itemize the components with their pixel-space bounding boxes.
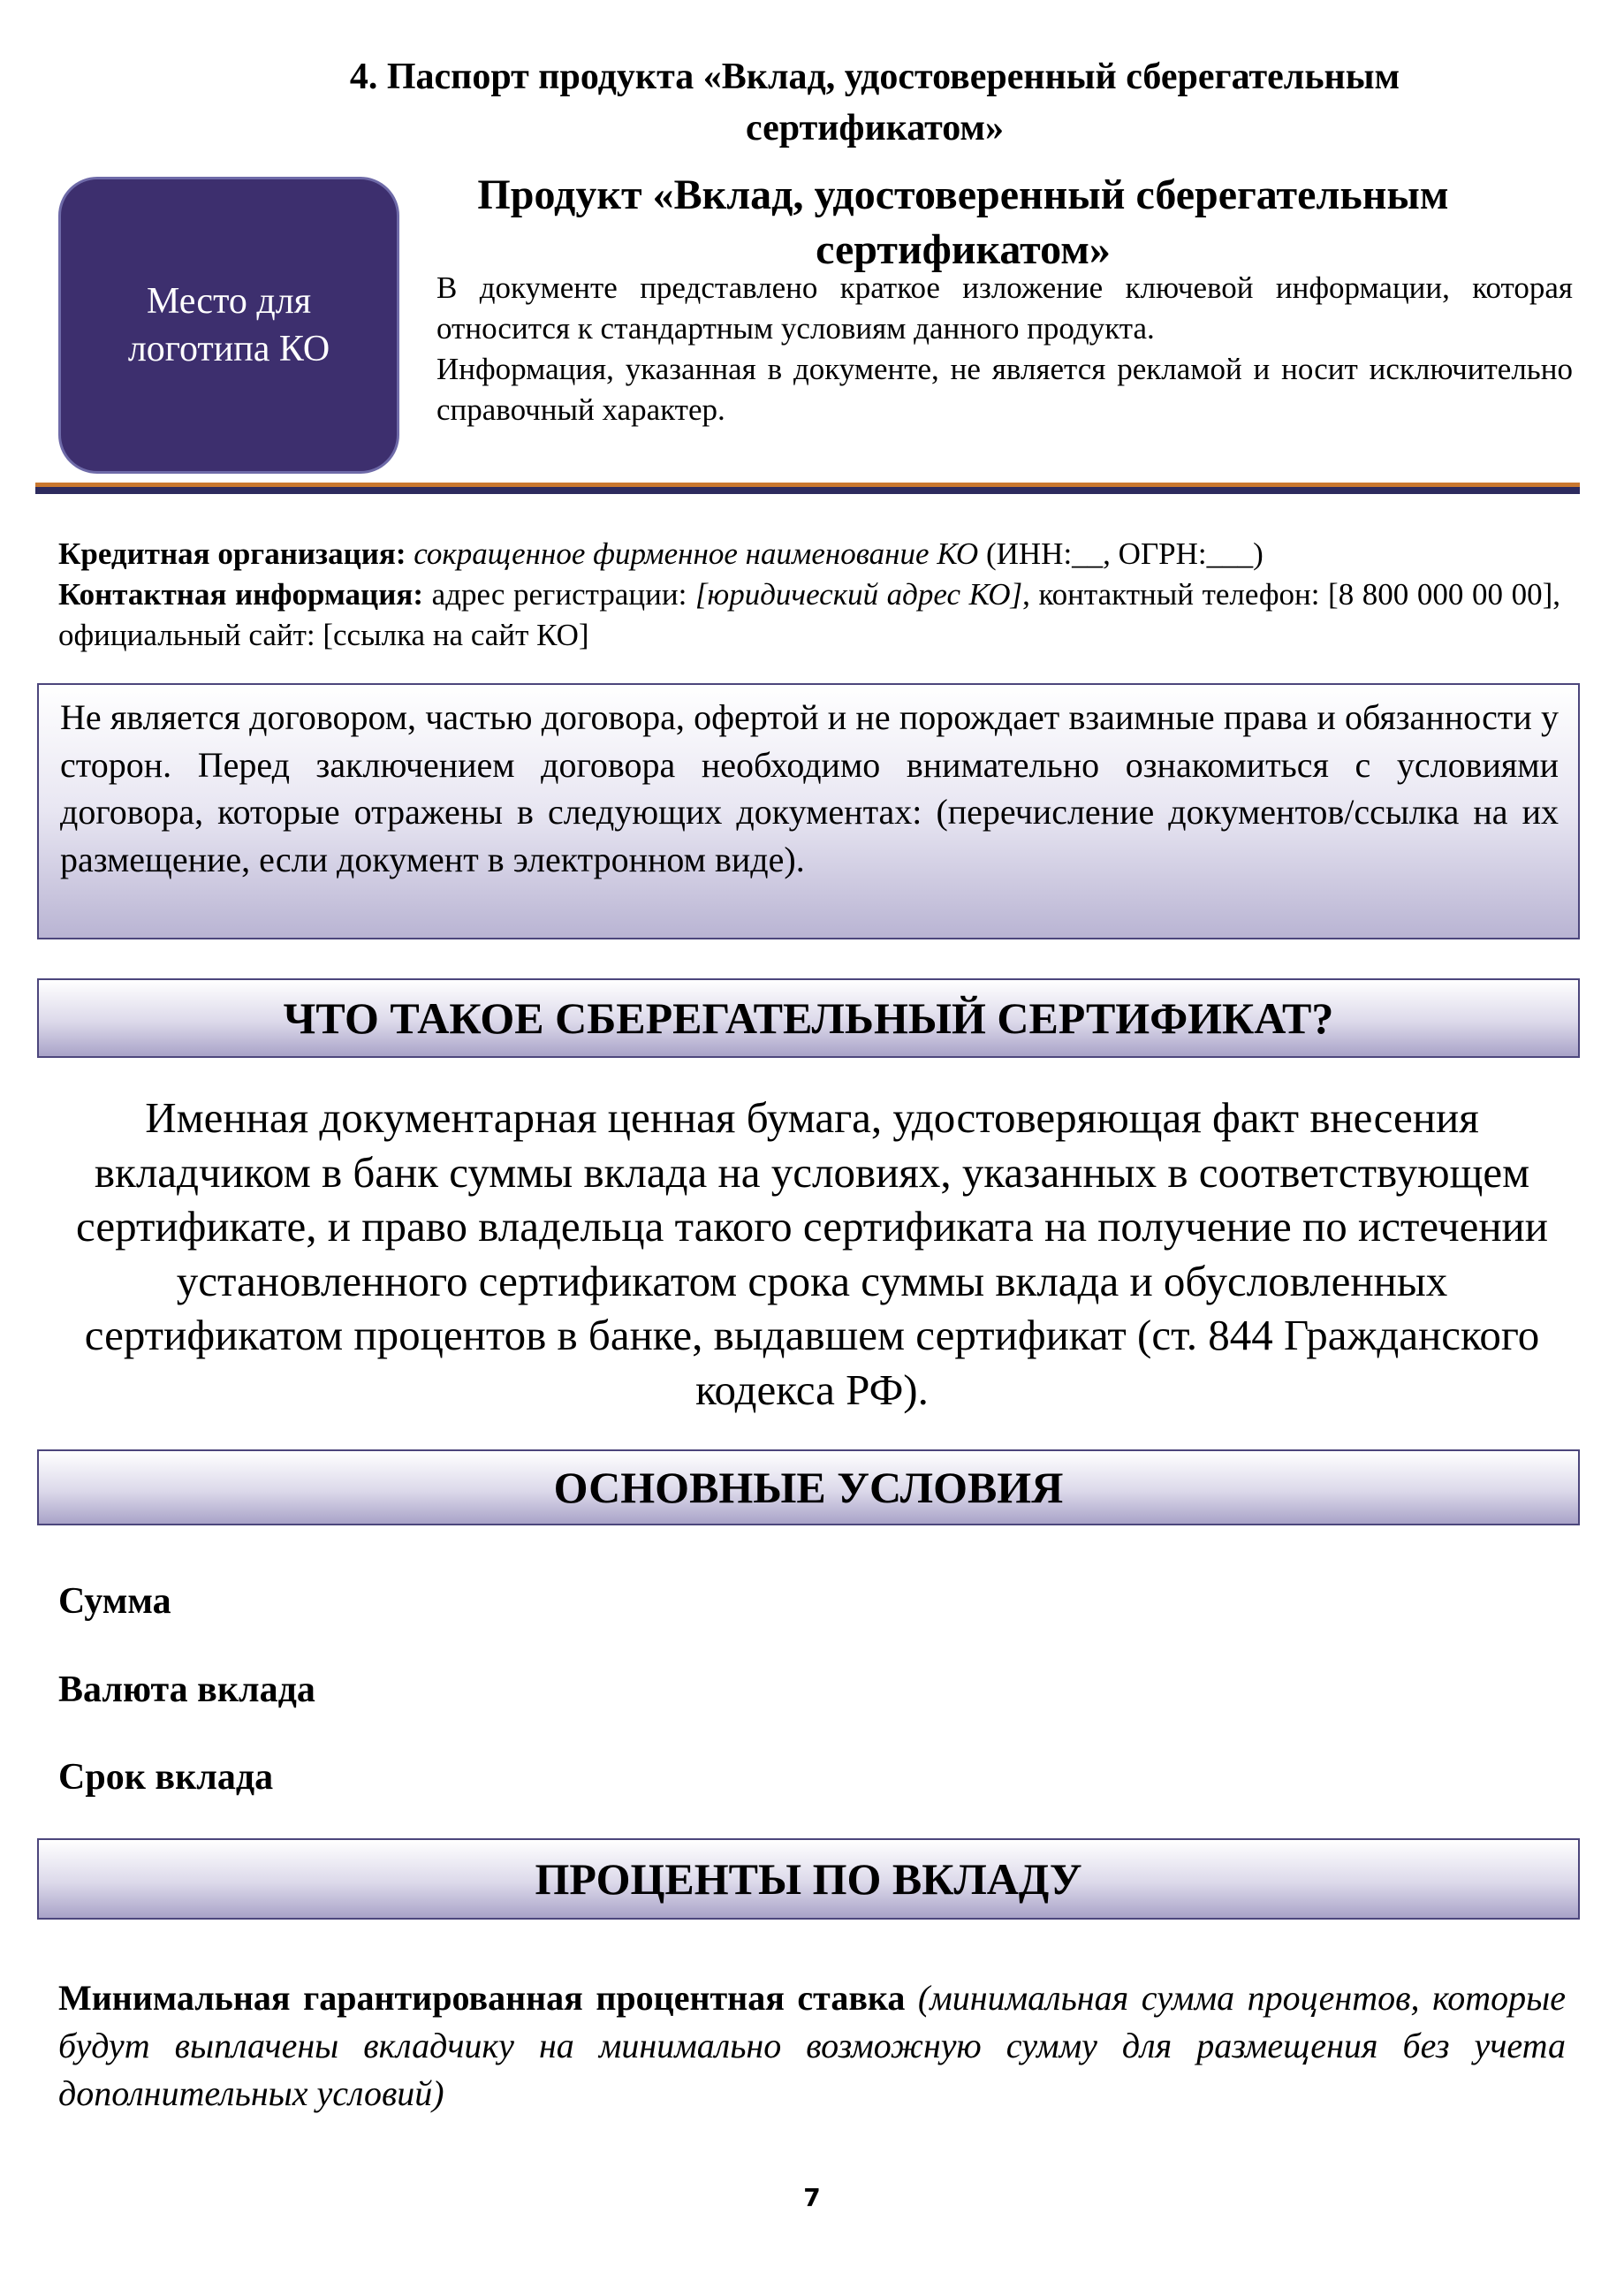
contact-phone-site: , контактный телефон: [8 800 000 00 00], официальный сайт: [ссылка на сайт КО] [58,577,1560,652]
credit-organization-ids: (ИНН:__, ОГРН:___) [978,536,1264,571]
logo-placeholder-text: Место для логотипа КО [127,281,330,369]
heading-main-conditions-text: ОСНОВНЫЕ УСЛОВИЯ [553,1463,1064,1512]
minimum-rate-note: (минимальная сумма процентов, которые будут выплачены вкладчику на минимально возможную сумму для размещения без учета дополнительных условий) [58,1978,1566,2113]
minimum-rate-paragraph [58,1974,1566,2118]
credit-organization-name: сокращенное фирменное наименование КО [414,536,979,571]
product-title: Продукт «Вклад, удостоверенный сберегательным сертификатом» [477,171,1449,273]
organization-info [58,534,1560,656]
heading-main-conditions [37,1449,1580,1525]
heading-what-is-certificate [37,978,1580,1058]
credit-organization-line [58,534,1560,574]
intro-paragraph-2: Информация, указанная в документе, не является рекламой и носит исключительно справочный характер. [436,352,1573,427]
logo-placeholder [58,177,399,474]
intro-text [436,268,1573,430]
minimum-rate-label: Минимальная гарантированная процентная ставка [58,1978,906,2018]
certificate-definition: Именная документарная ценная бумага, удостоверяющая факт внесения вкладчиком в банк суммы вклада на условиях, указанных в соответствующем сертификате, и право владельца такого сертификата на получение по истечении установленного сертификатом срока суммы вклада и обусловленных сертификатом процентов в банке, выдавшем сертификат (ст. 844 Гражданского кодекса РФ). [76,1093,1548,1414]
intro-paragraph-1: В документе представлено краткое изложение ключевой информации, которая относится к стандартным условиям данного продукта. [436,270,1573,346]
divider-navy [35,487,1580,494]
contact-info-line [58,574,1560,656]
condition-currency: Валюта вклада [58,1669,315,1710]
contact-info-label: Контактная информация: [58,577,423,612]
heading-interest-text: ПРОЦЕНТЫ ПО ВКЛАДУ [535,1854,1082,1904]
heading-what-is-certificate-text: ЧТО ТАКОЕ СБЕРЕГАТЕЛЬНЫЙ СЕРТИФИКАТ? [283,993,1334,1043]
contact-address-prefix: адрес регистрации: [423,577,695,612]
page-number: 7 [803,2183,821,2212]
condition-term: Срок вклада [58,1757,274,1798]
credit-organization-label: Кредитная организация: [58,536,406,571]
heading-interest [37,1838,1580,1920]
disclaimer-box [37,683,1580,939]
section-title: 4. Паспорт продукта «Вклад, удостоверенный сберегательным сертификатом» [349,57,1400,148]
disclaimer-text: Не является договором, частью договора, офертой и не порождает взаимные права и обязанности у сторон. Перед заключением договора необходимо внимательно ознакомиться с условиями договора, которые отражены в следующих документах: (перечисление документов/ссылка на их размещение, если документ в электронном виде). [60,697,1559,879]
condition-amount: Сумма [58,1581,171,1622]
contact-address: [юридический адрес КО] [694,577,1023,612]
